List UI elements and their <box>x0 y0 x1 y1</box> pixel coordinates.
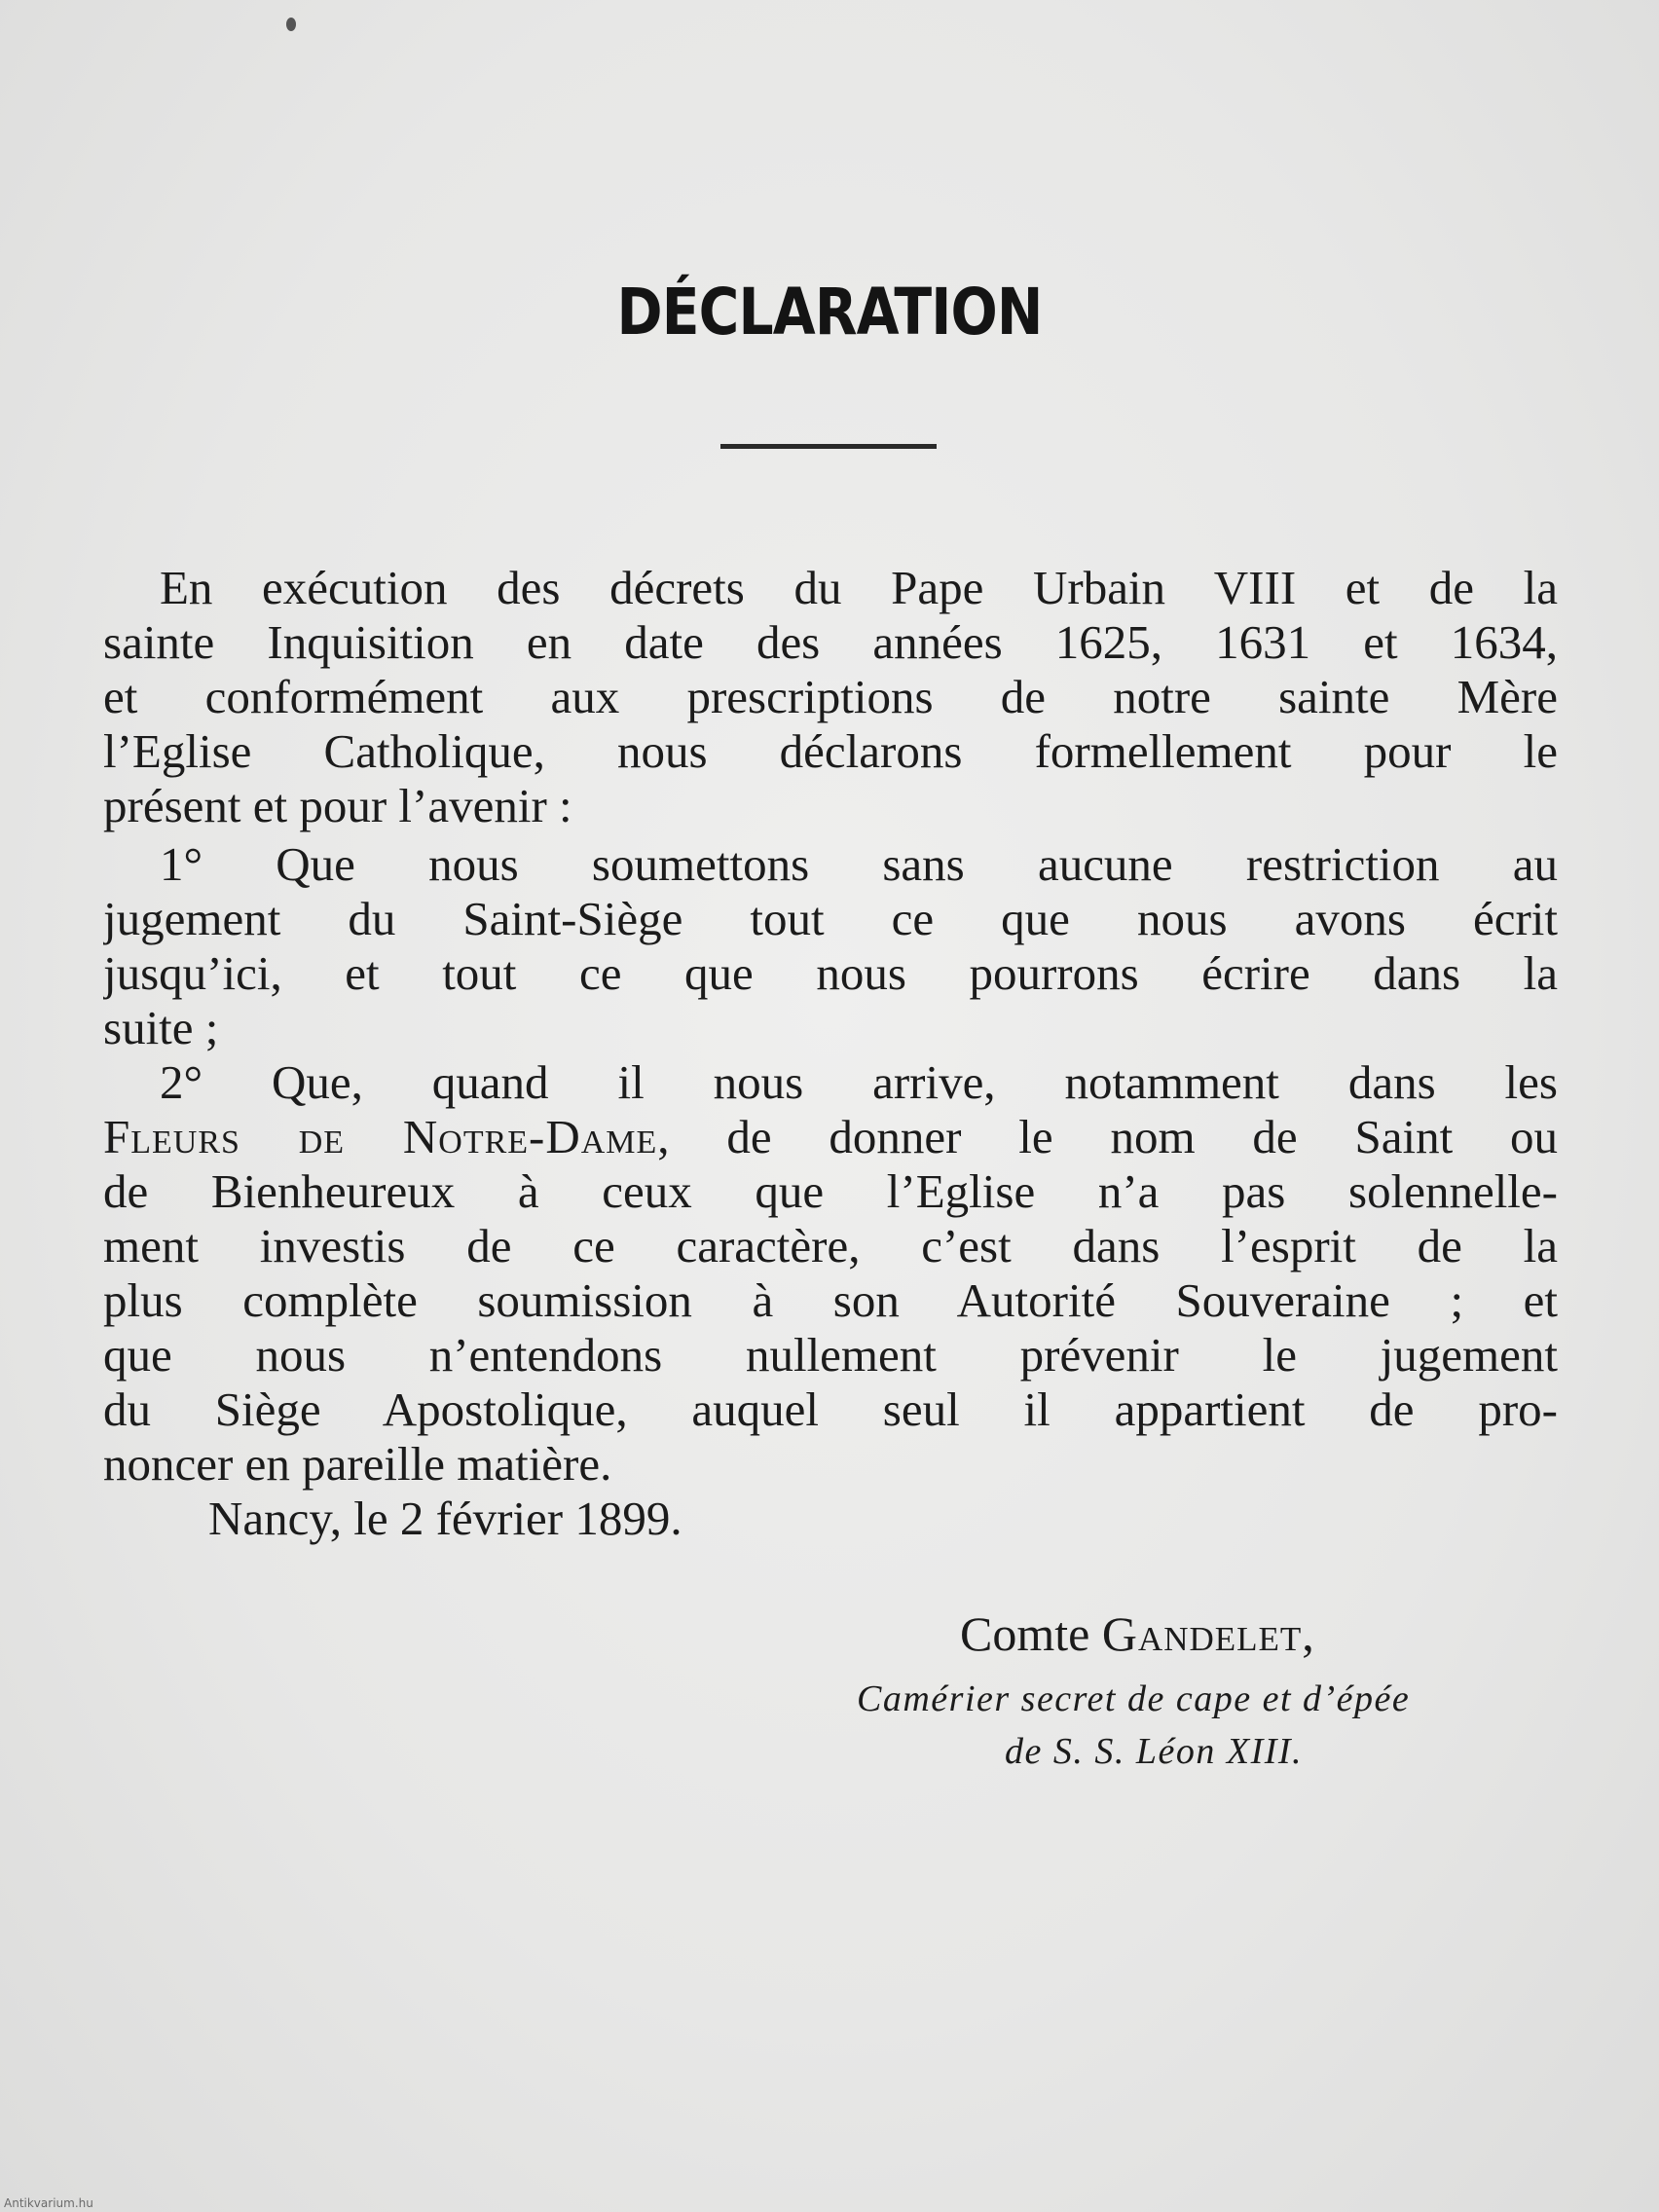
paragraph-2-line-4: suite ; <box>103 1001 219 1054</box>
signature-role-line-1: Camérier secret de cape et d’épée <box>857 1678 1411 1719</box>
paragraph-3-line-4: ment investis de ce caractère, c’est dans l’esprit de la <box>103 1219 1558 1272</box>
paragraph-3-line-2 <box>103 1110 1558 1164</box>
place-date: Nancy, le 2 février 1899. <box>208 1492 682 1545</box>
title-rule <box>720 444 937 449</box>
paragraph-2-line-3: jusqu’ici, et tout ce que nous pourrons écrire dans la <box>103 946 1558 1000</box>
paragraph-3-line-6: que nous n’entendons nullement prévenir le jugement <box>103 1328 1558 1382</box>
paragraph-3-line-2-rest: , de donner le nom de Saint ou <box>657 1110 1558 1163</box>
paragraph-2-line-2: jugement du Saint-Siège tout ce que nous avons écrit <box>103 892 1558 945</box>
paragraph-1-line-3: et conformément aux prescriptions de notre sainte Mère <box>103 670 1558 723</box>
paragraph-1-line-2: sainte Inquisition en date des années 1625, 1631 et 1634, <box>103 615 1558 669</box>
watermark: Antikvarium.hu <box>4 2196 93 2210</box>
book-title: Fleurs de Notre-Dame <box>103 1110 658 1163</box>
paragraph-3-line-5: plus complète soumission à son Autorité Souveraine ; et <box>103 1273 1558 1327</box>
paragraph-3-line-7: du Siège Apostolique, auquel seul il appartient de pro- <box>103 1382 1558 1436</box>
paragraph-3-line-8: noncer en pareille matière. <box>103 1437 612 1491</box>
signature-role-line-2: de S. S. Léon XIII. <box>1005 1731 1304 1772</box>
signature-name <box>960 1604 1315 1663</box>
document-title: DÉCLARATION <box>616 275 1043 350</box>
paragraph-2-line-1: 1° Que nous soumettons sans aucune restriction au <box>160 837 1558 891</box>
paragraph-1-line-1: En exécution des décrets du Pape Urbain VIII et de la <box>160 561 1558 614</box>
signature-name-text: Comte Gandelet, <box>960 1606 1315 1661</box>
paragraph-1-line-5: présent et pour l’avenir : <box>103 779 572 832</box>
paragraph-3-line-1: 2° Que, quand il nous arrive, notamment dans les <box>160 1055 1558 1109</box>
paragraph-1-line-4: l’Eglise Catholique, nous déclarons formellement pour le <box>103 724 1558 778</box>
paper-speck <box>286 18 296 31</box>
paragraph-3-line-3: de Bienheureux à ceux que l’Eglise n’a pas solennelle- <box>103 1164 1558 1218</box>
